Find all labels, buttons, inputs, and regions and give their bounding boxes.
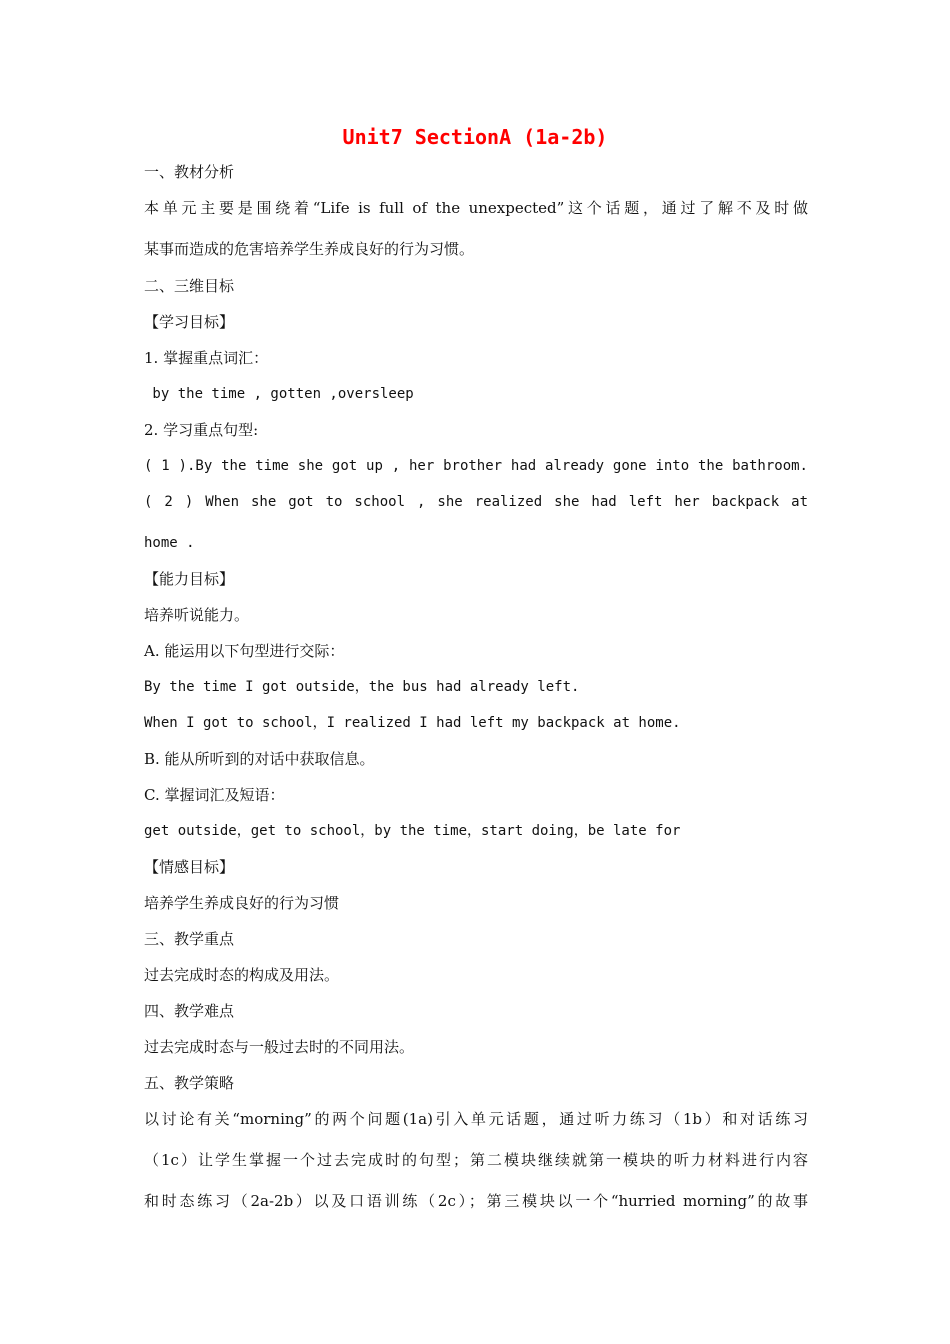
paragraph-line: 培养听说能力。 <box>144 606 250 624</box>
paragraph-line: （1c）让学生掌握一个过去完成时的句型；第二模块继续就第一模块的听力材料进行内容 <box>144 1151 808 1169</box>
section-heading-objectives: 二、三维目标 <box>144 277 235 295</box>
example-sentence: By the time I got outside，the bus had already left. <box>144 679 580 695</box>
section-heading-strategy: 五、教学策略 <box>144 1074 235 1092</box>
subheading-ability-goals: 【能力目标】 <box>144 570 235 588</box>
example-sentence-continued: home . <box>144 535 195 551</box>
paragraph-line: 和时态练习（2a-2b）以及口语训练（2c）；第三模块以一个“hurried morning”的故事 <box>144 1192 808 1210</box>
paragraph-line: 过去完成时态与一般过去时的不同用法。 <box>144 1038 415 1056</box>
paragraph-line: 以讨论有关“morning”的两个问题(1a)引入单元话题，通过听力练习（1b）和对话练习 <box>144 1110 808 1128</box>
vocabulary-line: by the time , gotten ,oversleep <box>144 386 414 402</box>
example-sentence: ( 1 ).By the time she got up , her brother had already gone into the bathroom. <box>144 458 808 474</box>
phrase-list: get outside，get to school，by the time，start doing，be late for <box>144 823 681 839</box>
list-item: C. 掌握词汇及短语： <box>144 786 285 804</box>
example-sentence: When I got to school，I realized I had left my backpack at home. <box>144 715 681 731</box>
list-item: 2. 学习重点句型: <box>144 421 259 439</box>
subheading-emotional-goals: 【情感目标】 <box>144 858 235 876</box>
paragraph-line: 过去完成时态的构成及用法。 <box>144 966 340 984</box>
list-item: 1. 掌握重点词汇： <box>144 349 269 367</box>
paragraph-line: 培养学生养成良好的行为习惯 <box>144 894 340 912</box>
subheading-learning-goals: 【学习目标】 <box>144 313 235 331</box>
section-heading-difficulties: 四、教学难点 <box>144 1002 235 1020</box>
example-sentence: ( 2 ) When she got to school , she realized she had left her backpack at <box>144 494 808 510</box>
section-heading-key-points: 三、教学重点 <box>144 930 235 948</box>
document-title: Unit7 SectionA (1a-2b) <box>342 125 608 149</box>
section-heading-analysis: 一、教材分析 <box>144 163 235 181</box>
paragraph-line: 本单元主要是围绕着“Life is full of the unexpected”这个话题，通过了解不及时做 <box>144 199 808 217</box>
list-item: B. 能从所听到的对话中获取信息。 <box>144 750 375 768</box>
paragraph-line: 某事而造成的危害培养学生养成良好的行为习惯。 <box>144 240 475 258</box>
list-item: A. 能运用以下句型进行交际： <box>144 642 345 660</box>
